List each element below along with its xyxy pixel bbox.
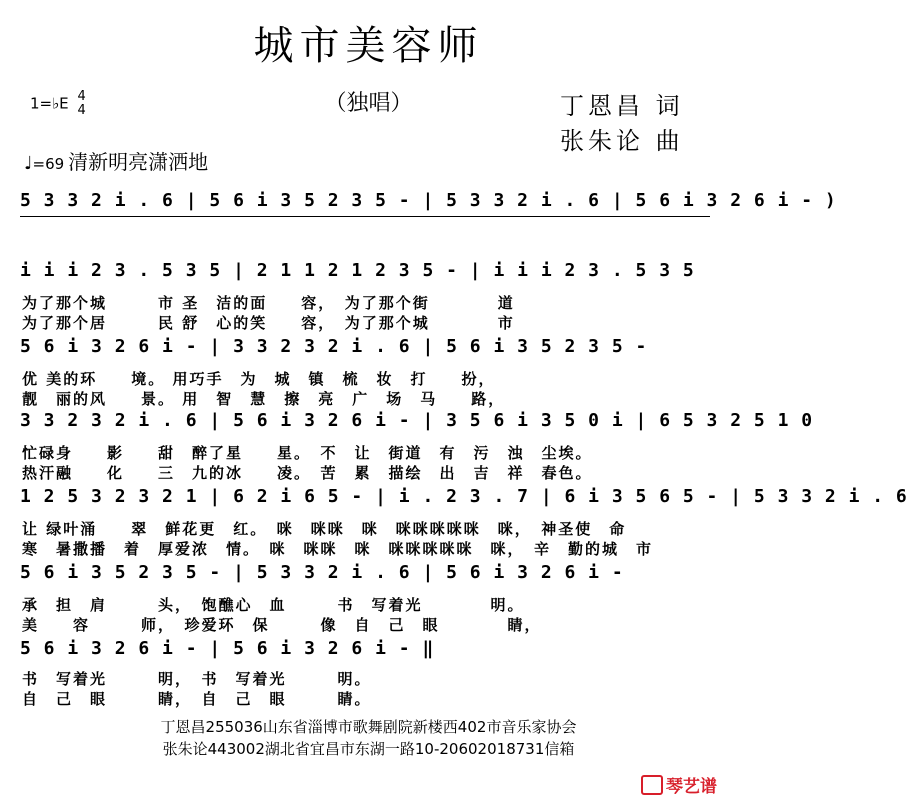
song-title: 城市美容师 — [253, 23, 484, 69]
quarter-note-icon: ♩ — [24, 153, 33, 174]
lyrics-line-4b: 热汗融 化 三 九的冰 凌。 苦 累 描绘 出 吉 祥 春色。 — [22, 464, 593, 482]
key-label: 1=♭E — [30, 94, 69, 113]
notation-line-6: 5 6 i 3 5 2 3 5 - | 5 3 3 2 i . 6 | 5 6 i 3 2 6 i - — [20, 562, 624, 583]
time-signature — [77, 90, 85, 118]
lyrics-line-7b: 自 己 眼 睛， 自 己 眼 睛。 — [22, 690, 372, 708]
time-top: 4 — [77, 89, 86, 104]
lyrics-line-6a: 承 担 肩 头， 饱醮心 血 书 写着光 明。 — [22, 596, 525, 614]
song-subtitle: （独唱） — [324, 91, 413, 116]
lyrics-line-5a: 让 绿叶涌 翠 鲜花更 红。 咪 咪咪 咪 咪咪咪咪咪 咪， 神圣使 命 — [22, 520, 627, 538]
notation-line-3: 5 6 i 3 2 6 i - | 3 3 2 3 2 i . 6 | 5 6 i 3 5 2 3 5 - — [20, 336, 648, 357]
tempo-text: 清新明亮潇洒地 — [68, 150, 209, 174]
composer-credit: 张朱论 曲 — [560, 127, 684, 155]
lyrics-line-4a: 忙碌身 影 甜 醉了星 星。 不 让 街道 有 污 浊 尘埃。 — [22, 444, 593, 462]
lyrics-line-3a: 优 美的环 境。 用巧手 为 城 镇 梳 妆 打 扮， — [22, 370, 496, 388]
beam-line — [20, 216, 710, 217]
watermark-logo — [641, 772, 717, 797]
notation-line-7: 5 6 i 3 2 6 i - | 5 6 i 3 2 6 i - ‖ — [20, 638, 435, 659]
tempo-value: =69 — [32, 155, 65, 173]
time-bottom: 4 — [77, 103, 86, 118]
notation-line-1: 5 3 3 2 i . 6 | 5 6 i 3 5 2 3 5 - | 5 3 3 2 i . 6 | 5 6 i 3 2 6 i - ) — [20, 190, 837, 211]
lyrics-line-6b: 美 容 师， 珍爱环 保 像 自 己 眼 睛， — [22, 616, 542, 634]
lyrics-line-7a: 书 写着光 明， 书 写着光 明。 — [22, 670, 372, 688]
notation-line-4: 3 3 2 3 2 i . 6 | 5 6 i 3 2 6 i - | 3 5 6 i 3 5 0 i | 6 5 3 2 5 1 0 — [20, 410, 814, 431]
lyricist-credit: 丁恩昌 词 — [560, 92, 684, 120]
lyrics-line-3b: 靓 丽的风 景。 用 智 慧 擦 亮 广 场 马 路， — [22, 390, 506, 408]
lyrics-line-2b: 为了那个居 民 舒 心的笑 容， 为了那个城 市 — [22, 314, 515, 332]
notation-line-5: 1 2 5 3 2 3 2 1 | 6 2 i 6 5 - | i . 2 3 . 7 | 6 i 3 5 6 5 - | 5 3 3 2 i . 6 — [20, 486, 908, 507]
tempo-marking — [24, 146, 208, 175]
footer-address-1: 丁恩昌255036山东省淄博市歌舞剧院新楼西402市音乐家协会 — [160, 718, 577, 736]
notation-line-2: i i i 2 3 . 5 3 5 | 2 1 1 2 1 2 3 5 - | i i i 2 3 . 5 3 5 — [20, 260, 695, 281]
logo-icon — [641, 775, 663, 795]
footer-address-2: 张朱论443002湖北省宜昌市东湖一路10-20602018731信箱 — [162, 740, 575, 758]
lyrics-line-2a: 为了那个城 市 圣 洁的面 容， 为了那个街 道 — [22, 294, 515, 312]
key-signature — [30, 90, 86, 118]
watermark-text: 琴艺谱 — [666, 777, 717, 797]
lyrics-line-5b: 寒 暑撒播 着 厚爱浓 情。 咪 咪咪 咪 咪咪咪咪咪 咪， 辛 勤的城 市 — [22, 540, 654, 558]
